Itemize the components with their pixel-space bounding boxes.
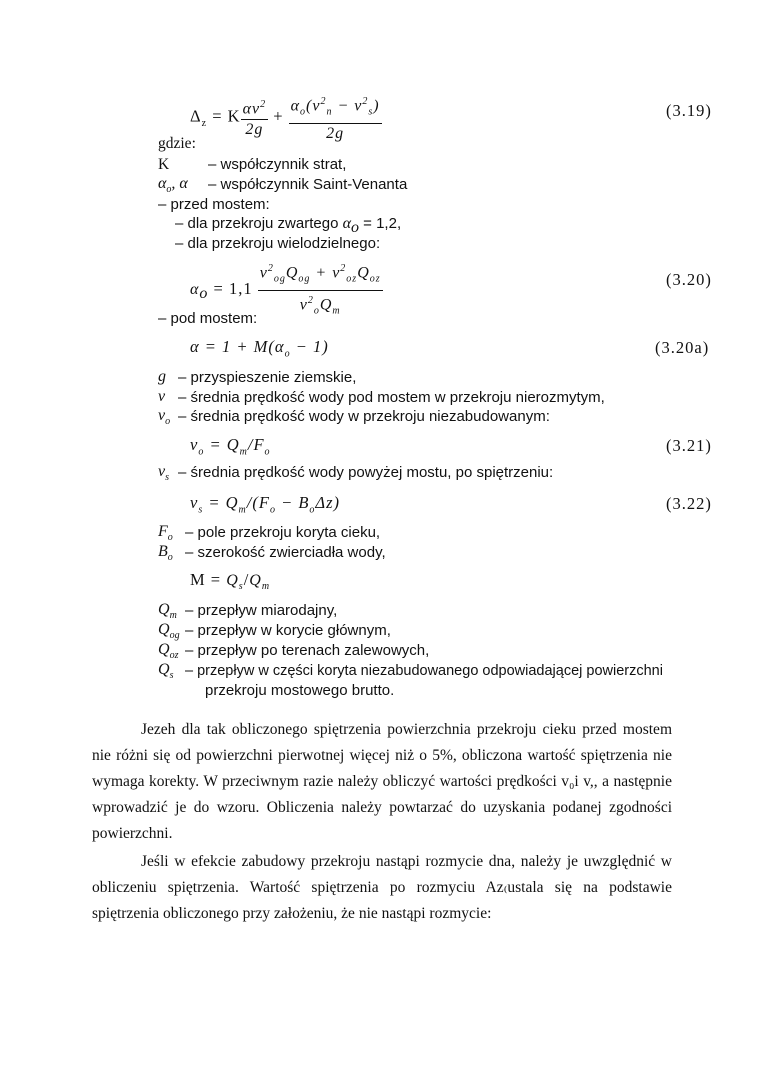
definition-v-symbol: v	[158, 388, 166, 405]
definition-k: K	[158, 156, 170, 173]
definition-fo-symbol: $F_o$	[158, 523, 173, 544]
equation-number: (3.20)	[666, 270, 712, 289]
definition-vs-symbol: $v_s$	[158, 463, 170, 484]
definition-vo-text: – średnia prędkość wody w przekroju niezabudowanym:	[178, 408, 550, 425]
equation-number: (3.19)	[666, 101, 712, 120]
dla-zwartego: – dla przekroju zwartego $\alpha_o = 1,2$,	[175, 215, 402, 236]
definition-alpha-text: – współczynnik Saint-Venanta	[208, 176, 408, 193]
definition-qog-symbol: $Q_{og}$	[158, 621, 180, 642]
definition-qoz-text: – przepływ po terenach zalewowych,	[185, 642, 430, 659]
definition-alpha-symbol: $\alpha_o$, α	[158, 175, 188, 196]
definition-qoz-symbol: $Q_{oz}$	[158, 641, 179, 662]
body-paragraph-1: Jezeh dla tak obliczonego spiętrzenia powierzchnia przekroju cieku przed mostem nie różni się od powierzchni pierwotnej więcej niż o 5%, obliczona wartość spiętrzenia nie wymaga korekty. W przeciwnym razie należy obliczyć wartości prędkości v₀i v,, a następnie wprowadzić je do wzoru. Obliczenia należy powtarzać do uzyskania podanej zgodności powierzchni.	[92, 721, 672, 842]
body-paragraph-2: Jeśli w efekcie zabudowy przekroju nastąpi rozmycie dna, należy je uwzględnić w obliczeniu spiętrzenia. Wartość spiętrzenia po rozmyciu Az₍ustala się na podstawie spiętrzenia obliczonego przy założeniu, że nie nastąpi rozmycie:	[92, 853, 672, 922]
dla-wielodzielnego: – dla przekroju wielodzielnego:	[175, 235, 381, 252]
gdzie-label: gdzie:	[158, 135, 196, 152]
definition-g-symbol: g	[158, 368, 166, 385]
definition-v-text: – średnia prędkość wody pod mostem w przekroju nierozmytym,	[178, 389, 605, 406]
equation-number: (3.22)	[666, 494, 712, 513]
definition-qm-text: – przepływ miarodajny,	[185, 602, 338, 619]
definition-k-text: – współczynnik strat,	[208, 156, 347, 173]
definition-bo-symbol: $B_o$	[158, 543, 173, 564]
equation-3-21: $v_o = Q_m/F_o$	[190, 435, 271, 458]
definition-qs-text-line2: przekroju mostowego brutto.	[205, 682, 395, 699]
definition-g-text: – przyspieszenie ziemskie,	[178, 369, 357, 386]
pod-mostem-label: – pod mostem:	[158, 310, 258, 327]
definition-qs-text: – przepływ w części koryta niezabudowanego odpowiadającej powierzchni	[185, 663, 663, 679]
equation-m: $M = Q_s/Q_m$	[190, 570, 271, 593]
definition-vs-text: – średnia prędkość wody powyżej mostu, po spiętrzeniu:	[178, 464, 554, 481]
definition-fo-text: – pole przekroju koryta cieku,	[185, 524, 381, 541]
definition-qm-symbol: $Q_m$	[158, 601, 177, 622]
definition-qs-symbol: $Q_s$	[158, 661, 174, 682]
equation-number: (3.20a)	[655, 338, 710, 357]
definition-vo-symbol: $v_o$	[158, 407, 171, 428]
definition-bo-text: – szerokość zwierciadła wody,	[185, 544, 386, 561]
equation-3-22: $v_s = Q_m/(F_o - B_o\Delta z)$	[190, 493, 341, 516]
przed-mostem-label: – przed mostem:	[158, 196, 270, 213]
definition-qog-text: – przepływ w korycie głównym,	[185, 622, 391, 639]
equation-3-19: $\Delta_z = K$ $\frac{\alpha v^2}{2g}$ + $\frac{\alpha_o(v^2_n - v^2_s)}{2g}$	[190, 93, 382, 143]
equation-3-20a: $\alpha = 1 + M(\alpha_o - 1)$	[190, 337, 329, 360]
equation-number: (3.21)	[666, 436, 712, 455]
equation-3-20: $\alpha_o = 1,1$ $\frac{v^2_{og}Q_{og} + v^2_{oz}Q_{oz}}{v^2_oQ_m}$	[190, 260, 383, 320]
